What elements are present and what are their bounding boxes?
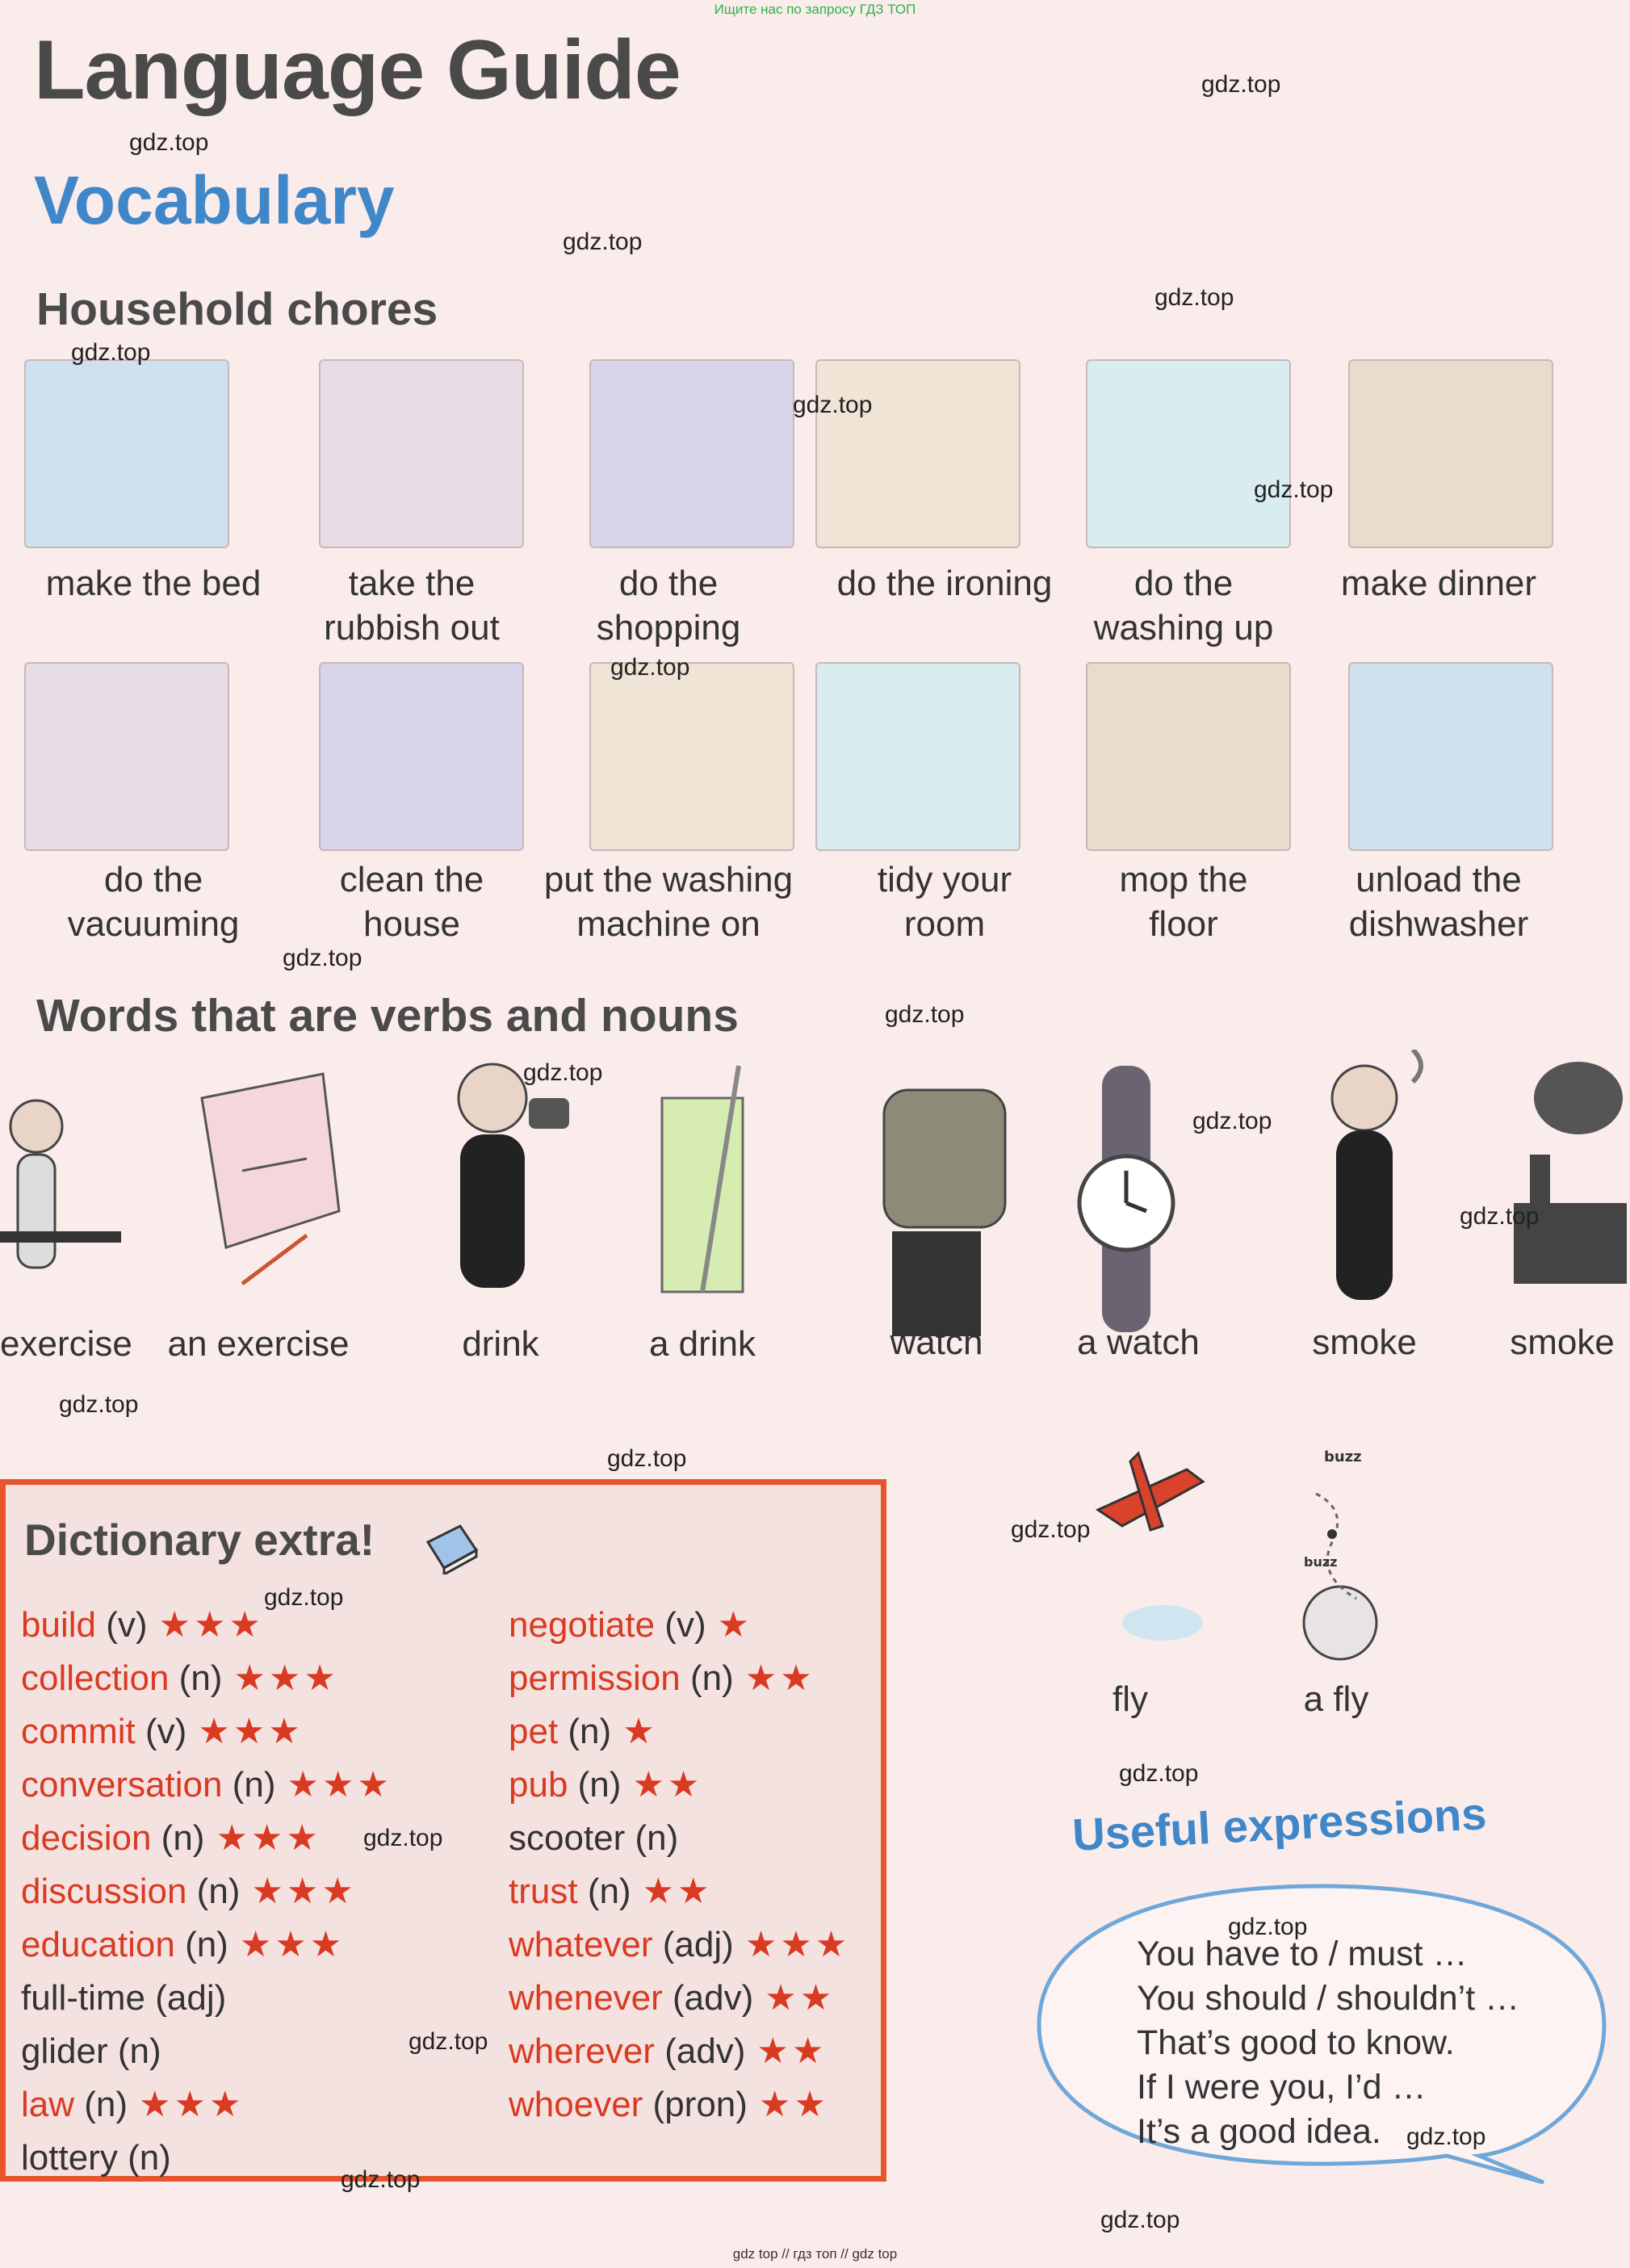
dictionary-entry xyxy=(21,1652,339,1705)
dictionary-word: commit xyxy=(21,1712,136,1751)
dictionary-pos: (n) xyxy=(577,1765,622,1805)
dictionary-word: discussion xyxy=(21,1872,187,1911)
frequency-stars: ★★★ xyxy=(158,1605,264,1645)
dictionary-entry xyxy=(509,1972,835,2025)
watermark-text: gdz.top xyxy=(1228,1914,1308,1940)
verb-noun-label: smoke xyxy=(1510,1323,1615,1362)
chore-label: do the ironing xyxy=(836,564,1053,603)
chore-illustration xyxy=(24,662,229,851)
dictionary-entry xyxy=(509,1918,850,1972)
watermark-text: gdz.top xyxy=(129,129,209,156)
chore-illustration xyxy=(589,359,794,548)
factory-smoke-illustration xyxy=(1514,1062,1627,1284)
drink-person-illustration xyxy=(459,1064,569,1288)
verb-noun-label: exercise xyxy=(0,1324,132,1364)
watermark-text: gdz.top xyxy=(793,392,873,418)
dictionary-pos: (n) xyxy=(196,1872,241,1911)
watermark-text: gdz.top xyxy=(264,1584,344,1611)
buzz-label-2: buzz xyxy=(1304,1554,1338,1570)
dictionary-word: permission xyxy=(509,1658,681,1698)
watermark-text: gdz.top xyxy=(283,945,362,971)
chore-illustration xyxy=(1086,662,1291,851)
an-exercise-illustration xyxy=(202,1074,339,1284)
buzz-label-1: buzz xyxy=(1324,1448,1362,1465)
verb-noun-label: a drink xyxy=(648,1324,756,1364)
frequency-stars: ★★ xyxy=(765,1978,836,2018)
chore-label: mop the floor xyxy=(1119,860,1248,944)
useful-expression: If I were you, I’d … xyxy=(1137,2068,1427,2107)
dictionary-word: full-time xyxy=(21,1978,146,2018)
dictionary-word: scooter xyxy=(509,1818,626,1858)
dictionary-word: wherever xyxy=(509,2031,655,2071)
chore-label: tidy your room xyxy=(877,860,1012,944)
dictionary-pos: (adv) xyxy=(673,1978,754,2018)
plane-fly-illustration xyxy=(1098,1453,1203,1641)
dictionary-word: whenever xyxy=(509,1978,663,2018)
dictionary-pos: (pron) xyxy=(652,2085,748,2124)
dictionary-entry xyxy=(509,1865,712,1918)
watermark-text: gdz.top xyxy=(341,2166,421,2193)
frequency-stars: ★★★ xyxy=(139,2085,245,2124)
watermark-text: gdz.top xyxy=(523,1059,603,1086)
dictionary-pos: (n) xyxy=(84,2085,128,2124)
dictionary-pos: (v) xyxy=(145,1712,187,1751)
fly-illustrations xyxy=(1074,1437,1413,1671)
chore-label: put the washing machine on xyxy=(543,860,794,944)
frequency-stars: ★★ xyxy=(756,2031,828,2071)
frequency-stars: ★★★ xyxy=(251,1872,357,1911)
dictionary-word: whatever xyxy=(509,1925,653,1964)
frequency-stars: ★★ xyxy=(632,1765,703,1805)
page-title: Language Guide xyxy=(34,23,681,117)
watermark-text: gdz.top xyxy=(610,654,690,681)
verbs-nouns-illustrations xyxy=(0,1050,1630,1356)
dictionary-entry xyxy=(21,1812,321,1865)
fly-insect-illustration xyxy=(1304,1494,1376,1659)
a-watch-illustration xyxy=(1079,1066,1173,1332)
useful-expression: You should / shouldn’t … xyxy=(1137,1979,1520,2018)
frequency-stars: ★★★ xyxy=(287,1765,392,1805)
chore-label: make dinner xyxy=(1340,564,1537,603)
chore-label: do the vacuuming xyxy=(67,860,240,944)
useful-expressions-list xyxy=(1137,1932,1519,2154)
dictionary-word: glider xyxy=(21,2031,108,2071)
dictionary-entry xyxy=(21,1759,392,1812)
watermark-text: gdz.top xyxy=(1100,2207,1180,2233)
verb-noun-label: smoke xyxy=(1312,1323,1417,1362)
bottom-banner: gdz top // гдз топ // gdz top xyxy=(732,2246,898,2262)
watermark-text: gdz.top xyxy=(1460,1203,1540,1230)
dictionary-entry xyxy=(509,1812,678,1865)
verb-noun-label: drink xyxy=(462,1324,539,1364)
frequency-stars: ★★ xyxy=(642,1872,713,1911)
exercise-illustration xyxy=(0,1100,121,1268)
useful-expression: It’s a good idea. xyxy=(1137,2112,1381,2151)
dictionary-entry xyxy=(21,2078,244,2132)
vocabulary-heading: Vocabulary xyxy=(34,162,395,238)
dictionary-entry xyxy=(21,1865,357,1918)
watermark-text: gdz.top xyxy=(1192,1108,1272,1134)
frequency-stars: ★★★ xyxy=(198,1712,304,1751)
dictionary-entry xyxy=(509,2025,827,2078)
chore-illustration xyxy=(815,359,1020,548)
watermark-text: gdz.top xyxy=(1011,1516,1091,1543)
fly-verb-label: fly xyxy=(1113,1679,1148,1719)
dictionary-pos: (n) xyxy=(232,1765,276,1805)
dictionary-pos: (n) xyxy=(568,1712,612,1751)
dictionary-entry xyxy=(21,2025,161,2078)
dictionary-word: build xyxy=(21,1605,96,1645)
chore-illustration xyxy=(815,662,1020,851)
chore-label: do the shopping xyxy=(596,564,741,648)
dictionary-title: Dictionary extra! xyxy=(24,1515,375,1565)
dictionary-entry xyxy=(509,1599,752,1652)
dictionary-word: decision xyxy=(21,1818,152,1858)
frequency-stars: ★★ xyxy=(744,1658,815,1698)
dictionary-word: pub xyxy=(509,1765,568,1805)
dictionary-entry xyxy=(21,2132,171,2185)
watermark-text: gdz.top xyxy=(1254,476,1334,503)
watermark-text: gdz.top xyxy=(71,339,151,366)
dictionary-word: lottery xyxy=(21,2138,118,2178)
dictionary-word: conversation xyxy=(21,1765,223,1805)
frequency-stars: ★ xyxy=(622,1712,658,1751)
dictionary-pos: (v) xyxy=(106,1605,148,1645)
chore-illustration xyxy=(319,662,524,851)
dictionary-word: collection xyxy=(21,1658,170,1698)
smoke-person-illustration xyxy=(1332,1050,1421,1300)
household-chores-heading: Household chores xyxy=(36,283,438,335)
chore-label: unload the dishwasher xyxy=(1348,860,1529,944)
frequency-stars: ★★★ xyxy=(239,1925,346,1964)
dictionary-entry xyxy=(21,1705,304,1759)
useful-expression: You have to / must … xyxy=(1137,1935,1468,1973)
watermark-text: gdz.top xyxy=(563,228,643,255)
watermark-text: gdz.top xyxy=(1154,284,1234,311)
dictionary-entry xyxy=(509,1759,702,1812)
dictionary-pos: (n) xyxy=(161,1818,205,1858)
dictionary-word: negotiate xyxy=(509,1605,656,1645)
dictionary-entry xyxy=(509,1705,658,1759)
watermark-text: gdz.top xyxy=(363,1825,443,1851)
watermark-text: gdz.top xyxy=(1201,71,1281,98)
dictionary-pos: (adj) xyxy=(155,1978,227,2018)
dictionary-entry xyxy=(21,1918,345,1972)
verb-noun-label: watch xyxy=(890,1323,983,1362)
dictionary-word: trust xyxy=(509,1872,578,1911)
dictionary-entry xyxy=(509,2078,829,2132)
chore-label: take the rubbish out xyxy=(324,564,500,648)
watermark-text: gdz.top xyxy=(607,1445,687,1472)
watch-tv-illustration xyxy=(884,1090,1005,1336)
dictionary-word: law xyxy=(21,2085,75,2124)
frequency-stars: ★ xyxy=(717,1605,753,1645)
dictionary-pos: (n) xyxy=(117,2031,161,2071)
dictionary-word: education xyxy=(21,1925,175,1964)
frequency-stars: ★★ xyxy=(758,2085,829,2124)
dictionary-pos: (n) xyxy=(635,1818,679,1858)
chore-illustration xyxy=(589,662,794,851)
chore-label: make the bed xyxy=(45,564,262,603)
chore-illustration xyxy=(1348,359,1553,548)
top-banner: Ищите нас по запросу ГДЗ ТОП xyxy=(714,2,916,17)
watermark-text: gdz.top xyxy=(1119,1760,1199,1787)
verbs-nouns-heading: Words that are verbs and nouns xyxy=(36,990,739,1042)
dictionary-entry xyxy=(21,1599,264,1652)
chore-illustration xyxy=(1348,662,1553,851)
frequency-stars: ★★★ xyxy=(233,1658,339,1698)
dictionary-pos: (n) xyxy=(689,1658,734,1698)
frequency-stars: ★★★ xyxy=(216,1818,321,1858)
useful-expression: That’s good to know. xyxy=(1137,2023,1455,2062)
dictionary-pos: (v) xyxy=(664,1605,706,1645)
watermark-text: gdz.top xyxy=(59,1391,139,1418)
dictionary-pos: (n) xyxy=(587,1872,631,1911)
chore-illustration xyxy=(319,359,524,548)
dictionary-pos: (n) xyxy=(178,1658,223,1698)
chore-illustration xyxy=(1086,359,1291,548)
dictionary-pos: (n) xyxy=(128,2138,171,2178)
dictionary-pos: (n) xyxy=(185,1925,228,1964)
fly-noun-label: a fly xyxy=(1303,1679,1369,1719)
book-icon xyxy=(424,1518,480,1574)
dictionary-word: whoever xyxy=(509,2085,643,2124)
dictionary-entry xyxy=(21,1972,226,2025)
verb-noun-label: a watch xyxy=(1077,1323,1200,1362)
chore-illustration xyxy=(24,359,229,548)
frequency-stars: ★★★ xyxy=(744,1925,851,1964)
verb-noun-label: an exercise xyxy=(167,1324,350,1364)
dictionary-pos: (adv) xyxy=(664,2031,746,2071)
watermark-text: gdz.top xyxy=(885,1001,965,1028)
dictionary-entry xyxy=(509,1652,815,1705)
dictionary-pos: (adj) xyxy=(662,1925,734,1964)
chore-label: clean the house xyxy=(339,860,484,944)
a-drink-illustration xyxy=(662,1066,743,1292)
dictionary-word: pet xyxy=(509,1712,559,1751)
watermark-text: gdz.top xyxy=(1406,2123,1486,2150)
useful-expressions-title: Useful expressions xyxy=(1071,1788,1488,1861)
watermark-text: gdz.top xyxy=(409,2028,488,2055)
chore-label: do the washing up xyxy=(1093,564,1274,648)
